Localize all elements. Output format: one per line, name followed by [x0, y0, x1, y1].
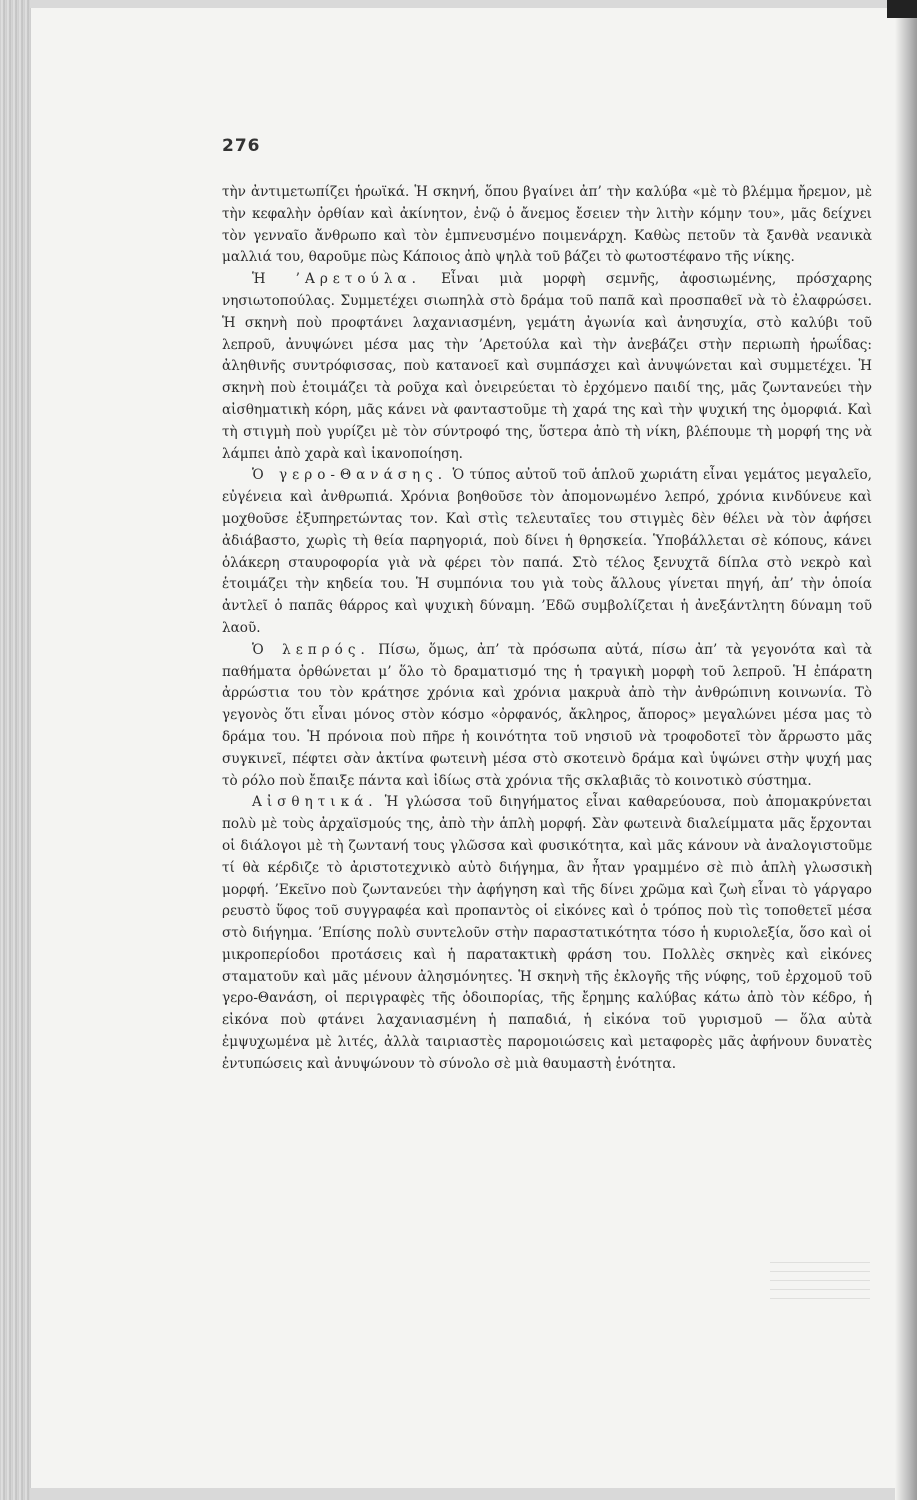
paragraph-text: Ὁ τύπος αὐτοῦ τοῦ ἁπλοῦ χωριάτη εἶναι γεμάτος μεγαλεῖο, εὐγένεια καὶ ἀνθρωπιά. Χρόνια βοηθοῦσε τὸν ἀπομονωμένο λεπρό, χρόνια κινδύνευε καὶ μοχθοῦσε ἐξυπηρετώντας τον. Καὶ στὶς τελευταῖες του στιγμὲς δὲν θέλει νὰ τὸν ἀφήσει ἀδιάβαστο, χωρὶς τὴ θεία παρηγοριά, ποὺ δίνει ἡ θρησκεία. Ὑποβάλλεται σὲ κόπους, κάνει ὁλάκερη σταυροφορία γιὰ νὰ φέρει τὸν παπά. Στὸ τέλος ξενυχτᾶ δίπλα στὸ νεκρὸ καὶ ἑτοιμάζει τὴν κηδεία του. Ἡ συμπόνια του γιὰ τοὺς ἄλλους γίνεται πηγή, ἀπ’ τὴν ὁποία ἀντλεῖ ὁ παπᾶς θάρρος καὶ ψυχικὴ δύναμη. ’Εδῶ συμβολίζεται ἡ ἀνεξάντλητη δύναμη τοῦ λαοῦ.: [222, 467, 872, 636]
paragraph-lepros: [222, 640, 872, 793]
section-heading: Ἡ ’Αρετούλα.: [252, 271, 421, 288]
page-stack-edges: [0, 0, 30, 1500]
page-number: 276: [222, 136, 261, 156]
paragraph-text: Πίσω, ὅμως, ἀπ’ τὰ πρόσωπα αὐτά, πίσω ἀπ’ τὰ γεγονότα καὶ τὰ παθήματα ὀρθώνεται μ’ ὅλο τὸ δραματισμό της ἡ τραγικὴ μορφὴ τοῦ λεπροῦ. Ἡ ἐπάρατη ἀρρώστια του τὸν κράτησε χρόνια καὶ χρόνια μακρυὰ ἀπὸ τὴν ἀνθρώπινη κοινωνία. Τὸ γεγονὸς ὅτι εἶναι μόνος στὸν κόσμο «ὀρφανός, ἄκληρος, ἄπορος» μεγαλώνει μέσα μας τὸ δράμα του. Ἡ πρόνοια ποὺ πῆρε ἡ κοινότητα τοῦ νησιοῦ νὰ τροφοδοτεῖ τὸν ἄρρωστο μᾶς συγκινεῖ, πέφτει σὰν ἀκτίνα φωτεινὴ μέσα στὸ σκοτεινὸ δράμα καὶ ὑψώνει στὴν ψυχή μας τὸ ρόλο ποὺ ἔπαιξε πάντα καὶ ἰδίως στὰ χρόνια τῆς σκλαβιᾶς τὸ κοινοτικὸ σύστημα.: [222, 641, 872, 789]
paragraph-text: Ἡ γλώσσα τοῦ διηγήματος εἶναι καθαρεύουσα, ποὺ ἀπομακρύνεται πολὺ μὲ τοὺς ἀρχαϊσμούς της, ἀπὸ τὴν ἁπλὴ μορφή. Σὰν φωτεινὰ διαλείμματα μᾶς ἔρχονται οἱ διάλογοι μὲ τὴ ζωντανή τους γλῶσσα καὶ φυσικότητα, καὶ μᾶς κάνουν νὰ ἀναλογιστοῦμε τί θὰ κέρδιζε τὸ ἀριστοτεχνικὸ αὐτὸ διήγημα, ἂν ἦταν γραμμένο σὲ πιὸ ἁπλὴ γλωσσικὴ μορφή. ’Εκεῖνο ποὺ ζωντανεύει τὴν ἀφήγηση καὶ τῆς δίνει χρῶμα καὶ ζωὴ εἶναι τὸ γάργαρο ρευστὸ ὕφος τοῦ συγγραφέα καὶ προπαντὸς οἱ εἰκόνες καὶ ὁ τρόπος ποὺ τὶς τοποθετεῖ μέσα στὸ διήγημα. ’Επίσης πολὺ συντελοῦν στὴν παραστατικότητα τόσο ἡ κυριολεξία, ὅσο καὶ οἱ μικροπερίοδοι προτάσεις καὶ ἡ παρατακτικὴ φράση του. Πολλὲς σκηνὲς καὶ εἰκόνες σταματοῦν καὶ μᾶς μένουν ἀλησμόνητες. Ἡ σκηνὴ τῆς ἐκλογῆς τῆς νύφης, τοῦ ἐρχομοῦ τοῦ γερο-Θανάση, οἱ περιγραφὲς τῆς ὁδοιπορίας, τῆς ἔρημης καλύβας κάτω ἀπὸ τὸν κέδρο, ἡ εἰκόνα ποὺ φτάνει λαχανιασμένη ἡ παπαδιά, ἡ εἰκόνα τοῦ γυρισμοῦ — ὅλα αὐτὰ ἐμψυχωμένα μὲ λιτές, ἀλλὰ ταιριαστὲς παρομοιώσεις καὶ μεταφορὲς μᾶς ἀφήνουν δυνατὲς ἐντυπώσεις καὶ ἀνυψώνουν τὸ σύνολο σὲ μιὰ θαυμαστὴ ἑνότητα.: [222, 794, 872, 1072]
bleed-through-text: [770, 1262, 870, 1302]
page-gutter-shadow: [895, 0, 917, 1500]
body-text: [222, 182, 872, 1076]
section-heading: Ὁ λεπρός.: [252, 641, 370, 658]
section-heading: Ὁ γερο-Θανάσης.: [252, 467, 448, 484]
paragraph-gero-thanasis: [222, 465, 872, 639]
paragraph-intro: [222, 182, 872, 269]
paragraph-text: Εἶναι μιὰ μορφὴ σεμνῆς, ἀφοσιωμένης, πρόσχαρης νησιωτοπούλας. Συμμετέχει σιωπηλὰ στὸ δράμα τοῦ παπᾶ καὶ προσπαθεῖ νὰ τὸ ἐλαφρώσει. Ἡ σκηνὴ ποὺ προφτάνει λαχανιασμένη, γεμάτη ἀγωνία καὶ ἀνησυχία, στὸ καλύβι τοῦ λεπροῦ, ἀνυψώνει μέσα μας τὴν ’Αρετούλα καὶ τὴν ἀνεβάζει στὴν περιωπὴ ἡρωΐδας: ἀληθινῆς συντρόφισσας, ποὺ κατανοεῖ καὶ συμπάσχει καὶ ἀνυψώνεται καὶ συμμετέχει. Ἡ σκηνὴ ποὺ ἑτοιμάζει τὰ ροῦχα καὶ ὀνειρεύεται τὸ ἐρχόμενο παιδί της, μᾶς ζωντανεύει τὴν αἰσθηματικὴ κόρη, μᾶς κάνει νὰ φανταστοῦμε τὴ χαρά της καὶ τὴν ψυχική της ὀμορφιά. Καὶ τὴ στιγμὴ ποὺ γυρίζει μὲ τὸν σύντροφό της, ὕστερα ἀπὸ τὴ νίκη, βλέπουμε τὴ μορφή της νὰ λάμπει ἀπὸ χαρὰ καὶ ἱκανοποίηση.: [222, 271, 872, 462]
paragraph-aisthitika: [222, 792, 872, 1075]
paragraph-aretoula: [222, 269, 872, 465]
section-heading: Αἰσθητικά.: [252, 794, 378, 811]
paragraph-text: τὴν ἀντιμετωπίζει ἡρωϊκά. Ἡ σκηνή, ὅπου βγαίνει ἀπ’ τὴν καλύβα «μὲ τὸ βλέμμα ἤρεμον, μὲ τὴν κεφαλὴν ὀρθίαν καὶ ἀκίνητον, ἐνῷ ὁ ἄνεμος ἔσειεν τὴν λιτὴν κόμην του», μᾶς δείχνει τὸν γενναῖο ἄνθρωπο καὶ τὸν ἐμπνευσμένο ποιμενάρχη. Καθὼς πετοῦν τὰ ξανθὰ νεανικὰ μαλλιά του, θαροῦμε πὼς Κάποιος ἀπὸ ψηλὰ τοῦ βάζει τὸ φωτοστέφανο τῆς νίκης.: [222, 184, 872, 266]
scan-corner-mark: [887, 0, 917, 18]
